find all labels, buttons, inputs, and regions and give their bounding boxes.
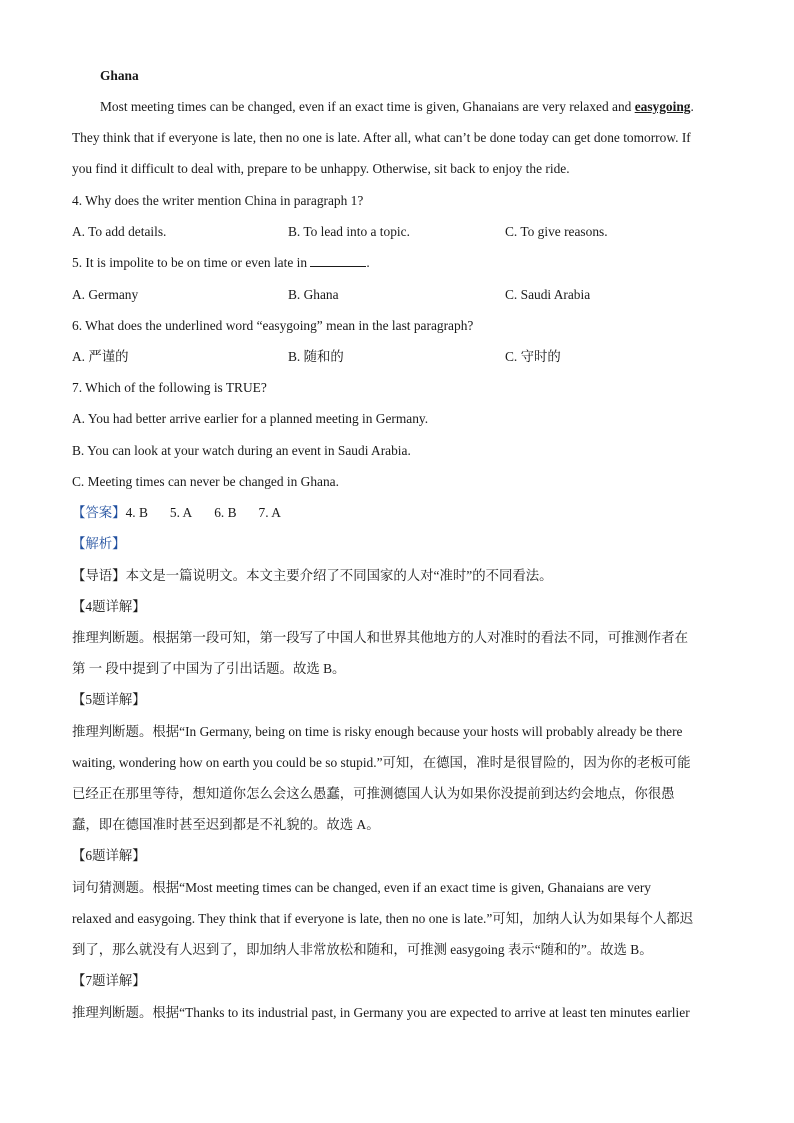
- question-5-stem-text: 5. It is impolite to be on time or even late in: [72, 255, 311, 270]
- question-6-option-c: C. 守时的: [505, 349, 561, 364]
- passage-text: .: [690, 99, 694, 114]
- question-6-option-b: B. 随和的: [288, 349, 344, 364]
- answer-line: [72, 504, 724, 522]
- detail-4-text: 推理判断题。根据第一段可知，第一段写了中国人和世界其他地方的人对准时的看法不同，可推测作者在: [72, 630, 688, 645]
- answer-blank: [310, 254, 366, 267]
- question-4-option-c: C. To give reasons.: [505, 224, 608, 239]
- detail-5-text: 已经正在那里等待，想知道你怎么会这么愚蠢，可推测德国人认为如果你没提前到达约会地点，你很愚: [72, 786, 675, 801]
- passage-paragraph-line: They think that if everyone is late, then no one is late. After all, what can’t be done today can get done tomorrow. If: [72, 130, 691, 145]
- guide-text: 本文是一篇说明文。本文主要介绍了不同国家的人对“准时”的不同看法。: [125, 568, 553, 583]
- section-heading: Ghana: [100, 68, 139, 83]
- answer-7: 7. A: [258, 505, 281, 520]
- answer-5: 5. A: [169, 505, 193, 520]
- detail-5-text: waiting, wondering how on earth you could be so stupid.”可知，在德国，准时是很冒险的，因为你的老板可能: [72, 755, 691, 770]
- question-7-option-c: C. Meeting times can never be changed in Ghana.: [72, 474, 339, 489]
- question-6-option-a: A. 严谨的: [72, 349, 129, 364]
- underlined-word: easygoing: [634, 99, 691, 114]
- question-4-option-a: A. To add details.: [72, 224, 167, 239]
- detail-6-label: 【6题详解】: [72, 848, 146, 863]
- question-7-stem: 7. Which of the following is TRUE?: [72, 380, 267, 395]
- question-5-stem-end: .: [366, 255, 370, 270]
- question-4-option-b: B. To lead into a topic.: [288, 224, 410, 239]
- passage-paragraph-line: you find it difficult to deal with, prepare to be unhappy. Otherwise, sit back to enjoy the ride.: [72, 161, 570, 176]
- passage-paragraph-line: [100, 98, 724, 116]
- detail-7-label: 【7题详解】: [72, 973, 146, 988]
- detail-5-text: 蠢，即在德国准时甚至迟到都是不礼貌的。故选 A。: [72, 817, 380, 832]
- detail-6-text: relaxed and easygoing. They think that if everyone is late, then no one is late.”可知，加纳人认为如果每个人都迟: [72, 911, 694, 926]
- question-4-stem: 4. Why does the writer mention China in paragraph 1?: [72, 193, 364, 208]
- question-5-option-c: C. Saudi Arabia: [505, 287, 591, 302]
- detail-5-text: 推理判断题。根据“In Germany, being on time is risky enough because your hosts will probably already be there: [72, 724, 683, 739]
- detail-5-label: 【5题详解】: [72, 692, 146, 707]
- detail-6-text: 词句猜测题。根据“Most meeting times can be changed, even if an exact time is given, Ghanaians are very: [72, 880, 651, 895]
- detail-4-label: 【4题详解】: [72, 599, 146, 614]
- passage-text: Most meeting times can be changed, even if an exact time is given, Ghanaians are very relaxed and: [100, 99, 635, 114]
- question-5-option-b: B. Ghana: [288, 287, 339, 302]
- answer-4: 4. B: [125, 505, 148, 520]
- detail-4-text: 第 一 段中提到了中国为了引出话题。故选 B。: [72, 661, 346, 676]
- guide-label: 【导语】: [72, 568, 126, 583]
- question-6-stem: 6. What does the underlined word “easygoing” mean in the last paragraph?: [72, 318, 474, 333]
- detail-6-text: 到了，那么就没有人迟到了，即加纳人非常放松和随和，可推测 easygoing 表示“随和的”。故选 B。: [72, 942, 653, 957]
- question-5-option-a: A. Germany: [72, 287, 139, 302]
- detail-7-text: 推理判断题。根据“Thanks to its industrial past, in Germany you are expected to arrive at least ten minutes earlier: [72, 1005, 690, 1020]
- answer-label: 【答案】: [72, 505, 126, 520]
- guide-line: [72, 567, 724, 585]
- answer-6: 6. B: [214, 505, 237, 520]
- question-7-option-b: B. You can look at your watch during an event in Saudi Arabia.: [72, 443, 411, 458]
- question-5-stem: [72, 254, 724, 272]
- question-7-option-a: A. You had better arrive earlier for a planned meeting in Germany.: [72, 411, 429, 426]
- analysis-label: 【解析】: [72, 536, 126, 551]
